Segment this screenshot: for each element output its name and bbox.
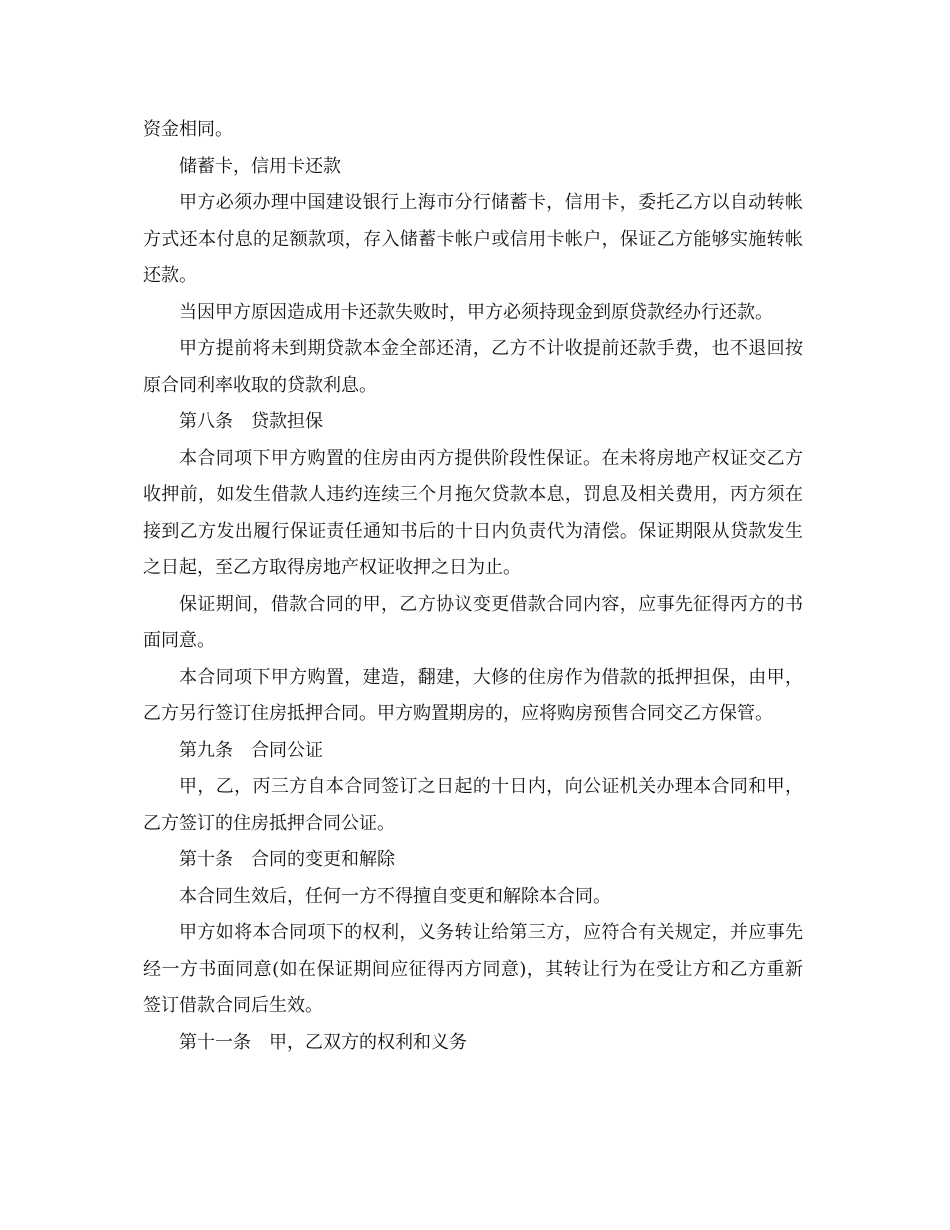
- paragraph: 甲方必须办理中国建设银行上海市分行储蓄卡，信用卡，委托乙方以自动转帐方式还本付息的足额款项，存入储蓄卡帐户或信用卡帐户，保证乙方能够实施转帐还款。: [143, 192, 803, 286]
- paragraph: 甲方提前将未到期贷款本金全部还清，乙方不计收提前还款手费，也不退回按原合同利率收取的贷款利息。: [143, 338, 803, 396]
- paragraph: 甲方如将本合同项下的权利，义务转让给第三方，应符合有关规定，并应事先经一方书面同意(如在保证期间应征得丙方同意)，其转让行为在受让方和乙方重新签订借款合同后生效。: [143, 922, 803, 1016]
- paragraph: 本合同项下甲方购置的住房由丙方提供阶段性保证。在未将房地产权证交乙方收押前，如发生借款人违约连续三个月拖欠贷款本息，罚息及相关费用，丙方须在接到乙方发出履行保证责任通知书后的十日内负责代为清偿。保证期限从贷款发生之日起，至乙方取得房地产权证收押之日为止。: [143, 447, 803, 578]
- paragraph: 资金相同。: [143, 119, 233, 140]
- paragraph: 甲，乙，丙三方自本合同签订之日起的十日内，向公证机关办理本合同和甲，乙方签订的住房抵押合同公证。: [143, 776, 803, 834]
- document-body: [143, 112, 803, 1061]
- article-heading: 第十一条 甲，乙双方的权利和义务: [179, 1031, 467, 1053]
- article-heading: 第十条 合同的变更和解除: [179, 849, 395, 870]
- article-heading: 第八条 贷款担保: [179, 411, 323, 432]
- paragraph: 本合同项下甲方购置，建造，翻建，大修的住房作为借款的抵押担保，由甲，乙方另行签订住房抵押合同。甲方购置期房的，应将购房预售合同交乙方保管。: [143, 666, 803, 724]
- paragraph: 当因甲方原因造成用卡还款失败时，甲方必须持现金到原贷款经办行还款。: [179, 301, 773, 323]
- article-heading: 第九条 合同公证: [179, 739, 323, 761]
- paragraph-heading: 储蓄卡，信用卡还款: [179, 155, 341, 177]
- paragraph: 本合同生效后，任何一方不得擅自变更和解除本合同。: [179, 885, 611, 907]
- paragraph: 保证期间，借款合同的甲，乙方协议变更借款合同内容，应事先征得丙方的书面同意。: [143, 593, 803, 651]
